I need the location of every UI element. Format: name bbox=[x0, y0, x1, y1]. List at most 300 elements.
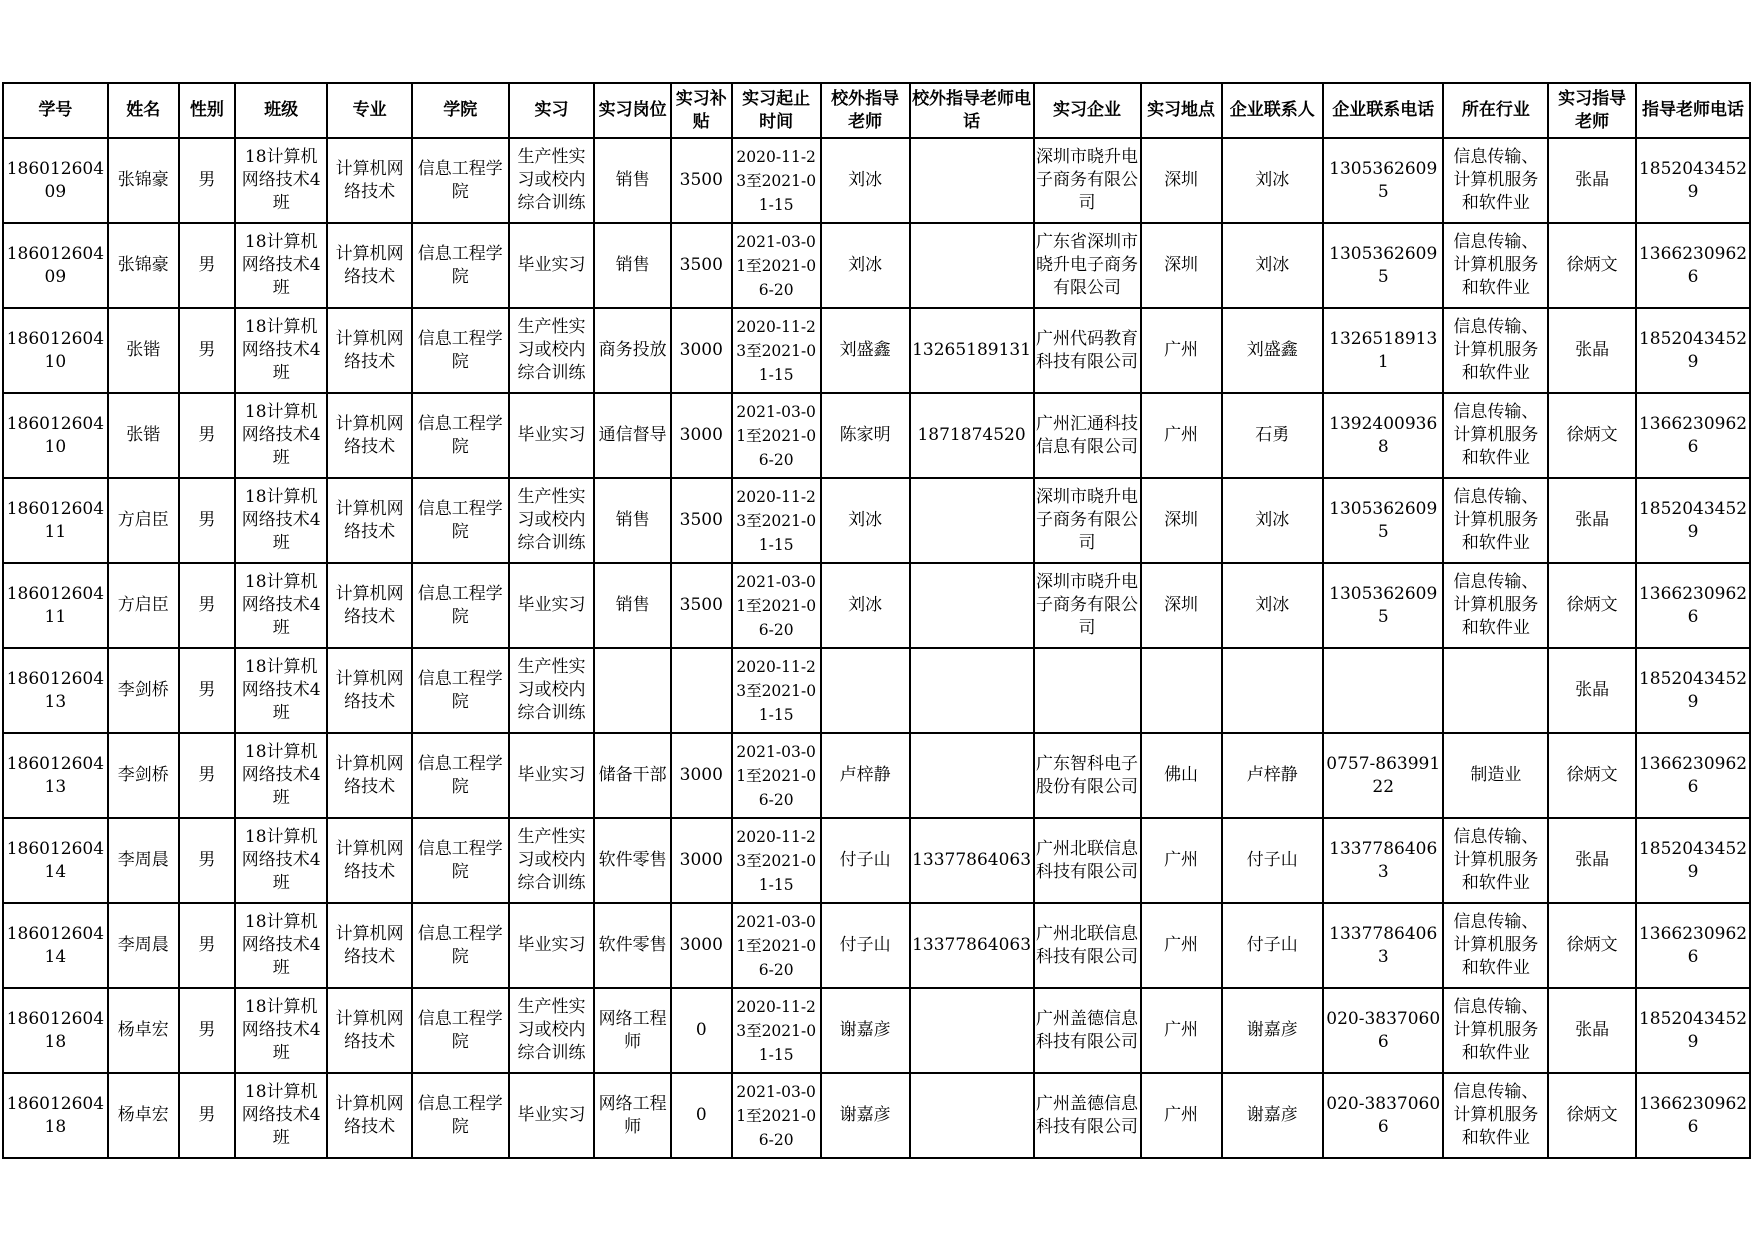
cell-text: 13662309626 bbox=[1638, 923, 1748, 967]
cell-name bbox=[108, 393, 179, 478]
cell-text: 2021-03-01至2021-06-20 bbox=[736, 572, 817, 639]
column-header-gender: 性别 bbox=[179, 83, 235, 138]
cell-position bbox=[594, 818, 671, 903]
cell-text: 深圳 bbox=[1164, 170, 1199, 190]
cell-external-advisor bbox=[821, 393, 910, 478]
cell-period bbox=[732, 308, 821, 393]
cell-advisor-phone bbox=[1636, 1073, 1750, 1158]
cell-advisor-phone bbox=[1636, 223, 1750, 308]
cell-text: 张晶 bbox=[1575, 340, 1610, 360]
cell-text: 信息工程学院 bbox=[417, 668, 503, 712]
cell-name bbox=[108, 988, 179, 1073]
cell-advisor-phone bbox=[1636, 138, 1750, 223]
cell-college bbox=[412, 733, 509, 818]
cell-text: 020-38370606 bbox=[1326, 1008, 1441, 1052]
cell-text: 3500 bbox=[679, 170, 723, 190]
cell-text: 3000 bbox=[679, 765, 723, 785]
table-row bbox=[3, 138, 1750, 223]
cell-text: 深圳 bbox=[1164, 255, 1199, 275]
column-header-student-id: 学号 bbox=[3, 83, 108, 138]
cell-name bbox=[108, 563, 179, 648]
cell-external-advisor-phone bbox=[910, 563, 1034, 648]
cell-text: 18601260418 bbox=[6, 1008, 105, 1052]
cell-text: 生产性实习或校内综合训练 bbox=[517, 827, 586, 893]
cell-text: 毕业实习 bbox=[517, 595, 586, 615]
cell-internship-type bbox=[509, 1073, 595, 1158]
cell-college bbox=[412, 223, 509, 308]
cell-name bbox=[108, 818, 179, 903]
cell-text: 付子山 bbox=[1246, 935, 1298, 955]
cell-company-contact bbox=[1222, 563, 1323, 648]
cell-location bbox=[1141, 903, 1222, 988]
cell-period bbox=[732, 818, 821, 903]
cell-major bbox=[327, 138, 411, 223]
cell-internship-type bbox=[509, 308, 595, 393]
cell-text: 生产性实习或校内综合训练 bbox=[517, 657, 586, 723]
cell-text: 男 bbox=[198, 1105, 216, 1125]
cell-text: 3000 bbox=[679, 935, 723, 955]
cell-text: 徐炳文 bbox=[1566, 765, 1618, 785]
cell-advisor-phone bbox=[1636, 733, 1750, 818]
cell-text: 深圳市晓升电子商务有限公司 bbox=[1036, 147, 1139, 213]
cell-text: 刘冰 bbox=[1255, 510, 1290, 530]
cell-internal-advisor bbox=[1548, 818, 1636, 903]
cell-text: 信息传输、计算机服务和软件业 bbox=[1453, 232, 1539, 298]
cell-internship-type bbox=[509, 138, 595, 223]
cell-internship-type bbox=[509, 563, 595, 648]
cell-text: 13924009368 bbox=[1329, 413, 1438, 457]
cell-college bbox=[412, 308, 509, 393]
cell-subsidy bbox=[671, 563, 732, 648]
cell-text: 方启臣 bbox=[117, 595, 169, 615]
cell-text: 毕业实习 bbox=[517, 425, 586, 445]
cell-company-contact bbox=[1222, 393, 1323, 478]
cell-location bbox=[1141, 223, 1222, 308]
cell-major bbox=[327, 223, 411, 308]
cell-text: 付子山 bbox=[839, 850, 891, 870]
cell-text: 13662309626 bbox=[1638, 753, 1748, 797]
cell-company-phone bbox=[1323, 648, 1444, 733]
cell-advisor-phone bbox=[1636, 393, 1750, 478]
cell-company-phone bbox=[1323, 138, 1444, 223]
cell-text: 信息工程学院 bbox=[417, 413, 503, 457]
cell-text: 3500 bbox=[679, 255, 723, 275]
cell-internal-advisor bbox=[1548, 988, 1636, 1073]
cell-text: 信息传输、计算机服务和软件业 bbox=[1453, 147, 1539, 213]
cell-text: 2020-11-23至2021-01-15 bbox=[736, 997, 817, 1064]
cell-external-advisor bbox=[821, 223, 910, 308]
cell-text: 刘盛鑫 bbox=[839, 340, 891, 360]
cell-text: 13053626095 bbox=[1329, 158, 1438, 202]
cell-text: 信息传输、计算机服务和软件业 bbox=[1453, 572, 1539, 638]
cell-text: 18计算机网络技术4班 bbox=[241, 232, 321, 298]
cell-text: 计算机网络技术 bbox=[335, 413, 404, 457]
cell-text: 刘盛鑫 bbox=[1246, 340, 1298, 360]
cell-text: 徐炳文 bbox=[1566, 935, 1618, 955]
table-row bbox=[3, 733, 1750, 818]
cell-external-advisor bbox=[821, 903, 910, 988]
cell-major bbox=[327, 903, 411, 988]
cell-company bbox=[1034, 818, 1141, 903]
cell-text: 信息传输、计算机服务和软件业 bbox=[1453, 317, 1539, 383]
cell-student-id bbox=[3, 308, 108, 393]
cell-text: 计算机网络技术 bbox=[335, 328, 404, 372]
cell-external-advisor bbox=[821, 1073, 910, 1158]
cell-text: 张晶 bbox=[1575, 850, 1610, 870]
cell-company-phone bbox=[1323, 478, 1444, 563]
cell-position bbox=[594, 563, 671, 648]
cell-text: 2020-11-23至2021-01-15 bbox=[736, 147, 817, 214]
cell-location bbox=[1141, 393, 1222, 478]
cell-text: 计算机网络技术 bbox=[335, 498, 404, 542]
cell-text: 李周晨 bbox=[117, 935, 169, 955]
cell-external-advisor-phone bbox=[910, 903, 1034, 988]
cell-college bbox=[412, 1073, 509, 1158]
cell-text: 13377864063 bbox=[912, 850, 1032, 870]
cell-text: 信息工程学院 bbox=[417, 838, 503, 882]
cell-student-id bbox=[3, 563, 108, 648]
cell-location bbox=[1141, 988, 1222, 1073]
cell-text: 付子山 bbox=[839, 935, 891, 955]
cell-class bbox=[235, 138, 327, 223]
cell-text: 18计算机网络技术4班 bbox=[241, 657, 321, 723]
cell-industry bbox=[1443, 733, 1548, 818]
cell-company-phone bbox=[1323, 733, 1444, 818]
cell-text: 杨卓宏 bbox=[117, 1020, 169, 1040]
cell-period bbox=[732, 223, 821, 308]
cell-text: 刘冰 bbox=[848, 510, 883, 530]
cell-subsidy bbox=[671, 478, 732, 563]
cell-text: 18计算机网络技术4班 bbox=[241, 742, 321, 808]
cell-subsidy bbox=[671, 648, 732, 733]
cell-student-id bbox=[3, 393, 108, 478]
cell-text: 18601260413 bbox=[6, 668, 105, 712]
cell-text: 销售 bbox=[615, 510, 650, 530]
cell-text: 计算机网络技术 bbox=[335, 583, 404, 627]
cell-external-advisor-phone bbox=[910, 478, 1034, 563]
cell-text: 男 bbox=[198, 340, 216, 360]
cell-period bbox=[732, 1073, 821, 1158]
cell-text: 2021-03-01至2021-06-20 bbox=[736, 402, 817, 469]
cell-company-phone bbox=[1323, 1073, 1444, 1158]
cell-text: 13377864063 bbox=[912, 935, 1032, 955]
cell-text: 广州 bbox=[1164, 340, 1199, 360]
cell-student-id bbox=[3, 478, 108, 563]
cell-text: 18计算机网络技术4班 bbox=[241, 487, 321, 553]
cell-text: 信息工程学院 bbox=[417, 328, 503, 372]
cell-text: 生产性实习或校内综合训练 bbox=[517, 997, 586, 1063]
cell-major bbox=[327, 733, 411, 818]
cell-location bbox=[1141, 648, 1222, 733]
cell-external-advisor bbox=[821, 138, 910, 223]
cell-text: 18计算机网络技术4班 bbox=[241, 997, 321, 1063]
cell-location bbox=[1141, 138, 1222, 223]
column-header-advisor-phone: 指导老师电话 bbox=[1636, 83, 1750, 138]
cell-class bbox=[235, 223, 327, 308]
cell-text: 18计算机网络技术4班 bbox=[241, 912, 321, 978]
cell-company-contact bbox=[1222, 818, 1323, 903]
cell-company-phone bbox=[1323, 393, 1444, 478]
cell-gender bbox=[179, 138, 235, 223]
cell-class bbox=[235, 308, 327, 393]
cell-text: 信息传输、计算机服务和软件业 bbox=[1453, 1082, 1539, 1148]
cell-company bbox=[1034, 563, 1141, 648]
cell-text: 2021-03-01至2021-06-20 bbox=[736, 1082, 817, 1149]
cell-text: 信息工程学院 bbox=[417, 923, 503, 967]
cell-external-advisor bbox=[821, 478, 910, 563]
cell-text: 18计算机网络技术4班 bbox=[241, 1082, 321, 1148]
cell-internal-advisor bbox=[1548, 138, 1636, 223]
cell-industry bbox=[1443, 648, 1548, 733]
cell-class bbox=[235, 1073, 327, 1158]
cell-text: 计算机网络技术 bbox=[335, 158, 404, 202]
cell-internship-type bbox=[509, 393, 595, 478]
cell-external-advisor-phone bbox=[910, 733, 1034, 818]
cell-period bbox=[732, 903, 821, 988]
cell-text: 李剑桥 bbox=[117, 765, 169, 785]
cell-text: 男 bbox=[198, 255, 216, 275]
cell-text: 男 bbox=[198, 935, 216, 955]
cell-text: 18计算机网络技术4班 bbox=[241, 827, 321, 893]
cell-text: 18601260411 bbox=[6, 498, 105, 542]
cell-company-contact bbox=[1222, 138, 1323, 223]
cell-industry bbox=[1443, 563, 1548, 648]
cell-student-id bbox=[3, 818, 108, 903]
cell-major bbox=[327, 1073, 411, 1158]
cell-text: 信息工程学院 bbox=[417, 158, 503, 202]
cell-text: 石勇 bbox=[1255, 425, 1290, 445]
cell-text: 刘冰 bbox=[848, 170, 883, 190]
column-header-subsidy: 实习补贴 bbox=[671, 83, 732, 138]
cell-text: 2021-03-01至2021-06-20 bbox=[736, 232, 817, 299]
cell-location bbox=[1141, 308, 1222, 393]
cell-text: 张晶 bbox=[1575, 1020, 1610, 1040]
cell-text: 男 bbox=[198, 510, 216, 530]
cell-text: 广州 bbox=[1164, 1020, 1199, 1040]
cell-subsidy bbox=[671, 393, 732, 478]
cell-company-contact bbox=[1222, 478, 1323, 563]
cell-student-id bbox=[3, 903, 108, 988]
cell-company bbox=[1034, 308, 1141, 393]
cell-college bbox=[412, 563, 509, 648]
cell-external-advisor bbox=[821, 818, 910, 903]
cell-text: 网络工程师 bbox=[598, 1008, 667, 1052]
cell-text: 深圳市晓升电子商务有限公司 bbox=[1036, 572, 1139, 638]
cell-text: 张晶 bbox=[1575, 680, 1610, 700]
cell-text: 信息工程学院 bbox=[417, 1008, 503, 1052]
column-header-name: 姓名 bbox=[108, 83, 179, 138]
cell-internal-advisor bbox=[1548, 563, 1636, 648]
cell-text: 杨卓宏 bbox=[117, 1105, 169, 1125]
cell-major bbox=[327, 818, 411, 903]
cell-text: 2020-11-23至2021-01-15 bbox=[736, 317, 817, 384]
cell-text: 深圳市晓升电子商务有限公司 bbox=[1036, 487, 1139, 553]
cell-advisor-phone bbox=[1636, 818, 1750, 903]
cell-college bbox=[412, 478, 509, 563]
cell-text: 信息传输、计算机服务和软件业 bbox=[1453, 402, 1539, 468]
cell-text: 信息传输、计算机服务和软件业 bbox=[1453, 827, 1539, 893]
table-row bbox=[3, 648, 1750, 733]
cell-gender bbox=[179, 478, 235, 563]
cell-company bbox=[1034, 903, 1141, 988]
cell-text: 13053626095 bbox=[1329, 243, 1438, 287]
column-header-industry: 所在行业 bbox=[1443, 83, 1548, 138]
cell-gender bbox=[179, 223, 235, 308]
cell-position bbox=[594, 733, 671, 818]
column-header-company-contact: 企业联系人 bbox=[1222, 83, 1323, 138]
cell-class bbox=[235, 988, 327, 1073]
cell-text: 刘冰 bbox=[848, 595, 883, 615]
cell-class bbox=[235, 733, 327, 818]
cell-company bbox=[1034, 1073, 1141, 1158]
cell-industry bbox=[1443, 988, 1548, 1073]
cell-advisor-phone bbox=[1636, 903, 1750, 988]
cell-text: 广州北联信息科技有限公司 bbox=[1036, 838, 1139, 882]
cell-text: 13265189131 bbox=[1329, 328, 1438, 372]
column-header-college: 学院 bbox=[412, 83, 509, 138]
cell-text: 计算机网络技术 bbox=[335, 923, 404, 967]
cell-subsidy bbox=[671, 308, 732, 393]
cell-internal-advisor bbox=[1548, 648, 1636, 733]
cell-text: 广州 bbox=[1164, 850, 1199, 870]
cell-company-contact bbox=[1222, 733, 1323, 818]
cell-text: 刘冰 bbox=[1255, 170, 1290, 190]
cell-text: 3000 bbox=[679, 340, 723, 360]
column-header-class: 班级 bbox=[235, 83, 327, 138]
cell-text: 广州盖德信息科技有限公司 bbox=[1036, 1093, 1139, 1137]
cell-period bbox=[732, 393, 821, 478]
cell-external-advisor bbox=[821, 563, 910, 648]
cell-text: 刘冰 bbox=[1255, 595, 1290, 615]
cell-company bbox=[1034, 138, 1141, 223]
table-row bbox=[3, 478, 1750, 563]
cell-text: 张晶 bbox=[1575, 510, 1610, 530]
cell-company bbox=[1034, 733, 1141, 818]
cell-name bbox=[108, 308, 179, 393]
cell-text: 信息传输、计算机服务和软件业 bbox=[1453, 912, 1539, 978]
cell-text: 18520434529 bbox=[1638, 668, 1748, 712]
cell-gender bbox=[179, 563, 235, 648]
cell-name bbox=[108, 138, 179, 223]
cell-text: 销售 bbox=[615, 170, 650, 190]
cell-text: 徐炳文 bbox=[1566, 595, 1618, 615]
cell-major bbox=[327, 648, 411, 733]
column-header-external-advisor-phone: 校外指导老师电话 bbox=[910, 83, 1034, 138]
cell-text: 卢梓静 bbox=[1246, 765, 1298, 785]
cell-text: 3000 bbox=[679, 850, 723, 870]
cell-name bbox=[108, 1073, 179, 1158]
cell-text: 18601260409 bbox=[6, 243, 105, 287]
cell-industry bbox=[1443, 393, 1548, 478]
cell-position bbox=[594, 648, 671, 733]
cell-text: 广州汇通科技信息有限公司 bbox=[1036, 413, 1139, 457]
cell-period bbox=[732, 648, 821, 733]
internship-table bbox=[2, 82, 1751, 1159]
cell-class bbox=[235, 563, 327, 648]
cell-text: 张锦豪 bbox=[117, 170, 169, 190]
cell-internship-type bbox=[509, 903, 595, 988]
cell-position bbox=[594, 223, 671, 308]
cell-gender bbox=[179, 308, 235, 393]
cell-period bbox=[732, 478, 821, 563]
cell-position bbox=[594, 393, 671, 478]
cell-major bbox=[327, 393, 411, 478]
cell-text: 信息传输、计算机服务和软件业 bbox=[1453, 487, 1539, 553]
cell-text: 谢嘉彦 bbox=[1246, 1105, 1298, 1125]
cell-major bbox=[327, 988, 411, 1073]
table-row bbox=[3, 903, 1750, 988]
cell-text: 生产性实习或校内综合训练 bbox=[517, 147, 586, 213]
header-row bbox=[3, 83, 1750, 138]
cell-company-phone bbox=[1323, 563, 1444, 648]
cell-internal-advisor bbox=[1548, 223, 1636, 308]
cell-text: 3500 bbox=[679, 595, 723, 615]
cell-text: 徐炳文 bbox=[1566, 425, 1618, 445]
cell-text: 深圳 bbox=[1164, 510, 1199, 530]
cell-text: 计算机网络技术 bbox=[335, 668, 404, 712]
cell-external-advisor-phone bbox=[910, 1073, 1034, 1158]
cell-gender bbox=[179, 1073, 235, 1158]
cell-text: 计算机网络技术 bbox=[335, 753, 404, 797]
cell-gender bbox=[179, 903, 235, 988]
cell-text: 13662309626 bbox=[1638, 583, 1748, 627]
cell-company-contact bbox=[1222, 223, 1323, 308]
cell-external-advisor-phone bbox=[910, 308, 1034, 393]
cell-internship-type bbox=[509, 818, 595, 903]
cell-text: 制造业 bbox=[1470, 765, 1522, 785]
cell-text: 软件零售 bbox=[598, 850, 667, 870]
cell-text: 刘冰 bbox=[1255, 255, 1290, 275]
cell-text: 谢嘉彦 bbox=[1246, 1020, 1298, 1040]
cell-text: 储备干部 bbox=[598, 765, 667, 785]
cell-internship-type bbox=[509, 648, 595, 733]
cell-gender bbox=[179, 818, 235, 903]
cell-text: 广州代码教育科技有限公司 bbox=[1036, 328, 1139, 372]
cell-company-contact bbox=[1222, 1073, 1323, 1158]
cell-text: 谢嘉彦 bbox=[839, 1020, 891, 1040]
cell-text: 18601260411 bbox=[6, 583, 105, 627]
cell-college bbox=[412, 648, 509, 733]
cell-major bbox=[327, 308, 411, 393]
cell-advisor-phone bbox=[1636, 988, 1750, 1073]
cell-text: 李剑桥 bbox=[117, 680, 169, 700]
cell-text: 3000 bbox=[679, 425, 723, 445]
cell-external-advisor bbox=[821, 988, 910, 1073]
cell-industry bbox=[1443, 138, 1548, 223]
cell-college bbox=[412, 988, 509, 1073]
cell-period bbox=[732, 563, 821, 648]
cell-text: 男 bbox=[198, 170, 216, 190]
column-header-location: 实习地点 bbox=[1141, 83, 1222, 138]
cell-name bbox=[108, 648, 179, 733]
cell-class bbox=[235, 478, 327, 563]
cell-position bbox=[594, 903, 671, 988]
cell-external-advisor-phone bbox=[910, 393, 1034, 478]
cell-gender bbox=[179, 393, 235, 478]
cell-text: 毕业实习 bbox=[517, 255, 586, 275]
cell-student-id bbox=[3, 648, 108, 733]
cell-text: 信息工程学院 bbox=[417, 498, 503, 542]
table-row bbox=[3, 988, 1750, 1073]
cell-text: 13265189131 bbox=[912, 340, 1032, 360]
cell-text: 0757-86399122 bbox=[1326, 753, 1441, 797]
cell-text: 佛山 bbox=[1164, 765, 1199, 785]
cell-student-id bbox=[3, 223, 108, 308]
cell-company-contact bbox=[1222, 648, 1323, 733]
cell-text: 信息工程学院 bbox=[417, 583, 503, 627]
cell-text: 销售 bbox=[615, 255, 650, 275]
cell-external-advisor bbox=[821, 308, 910, 393]
